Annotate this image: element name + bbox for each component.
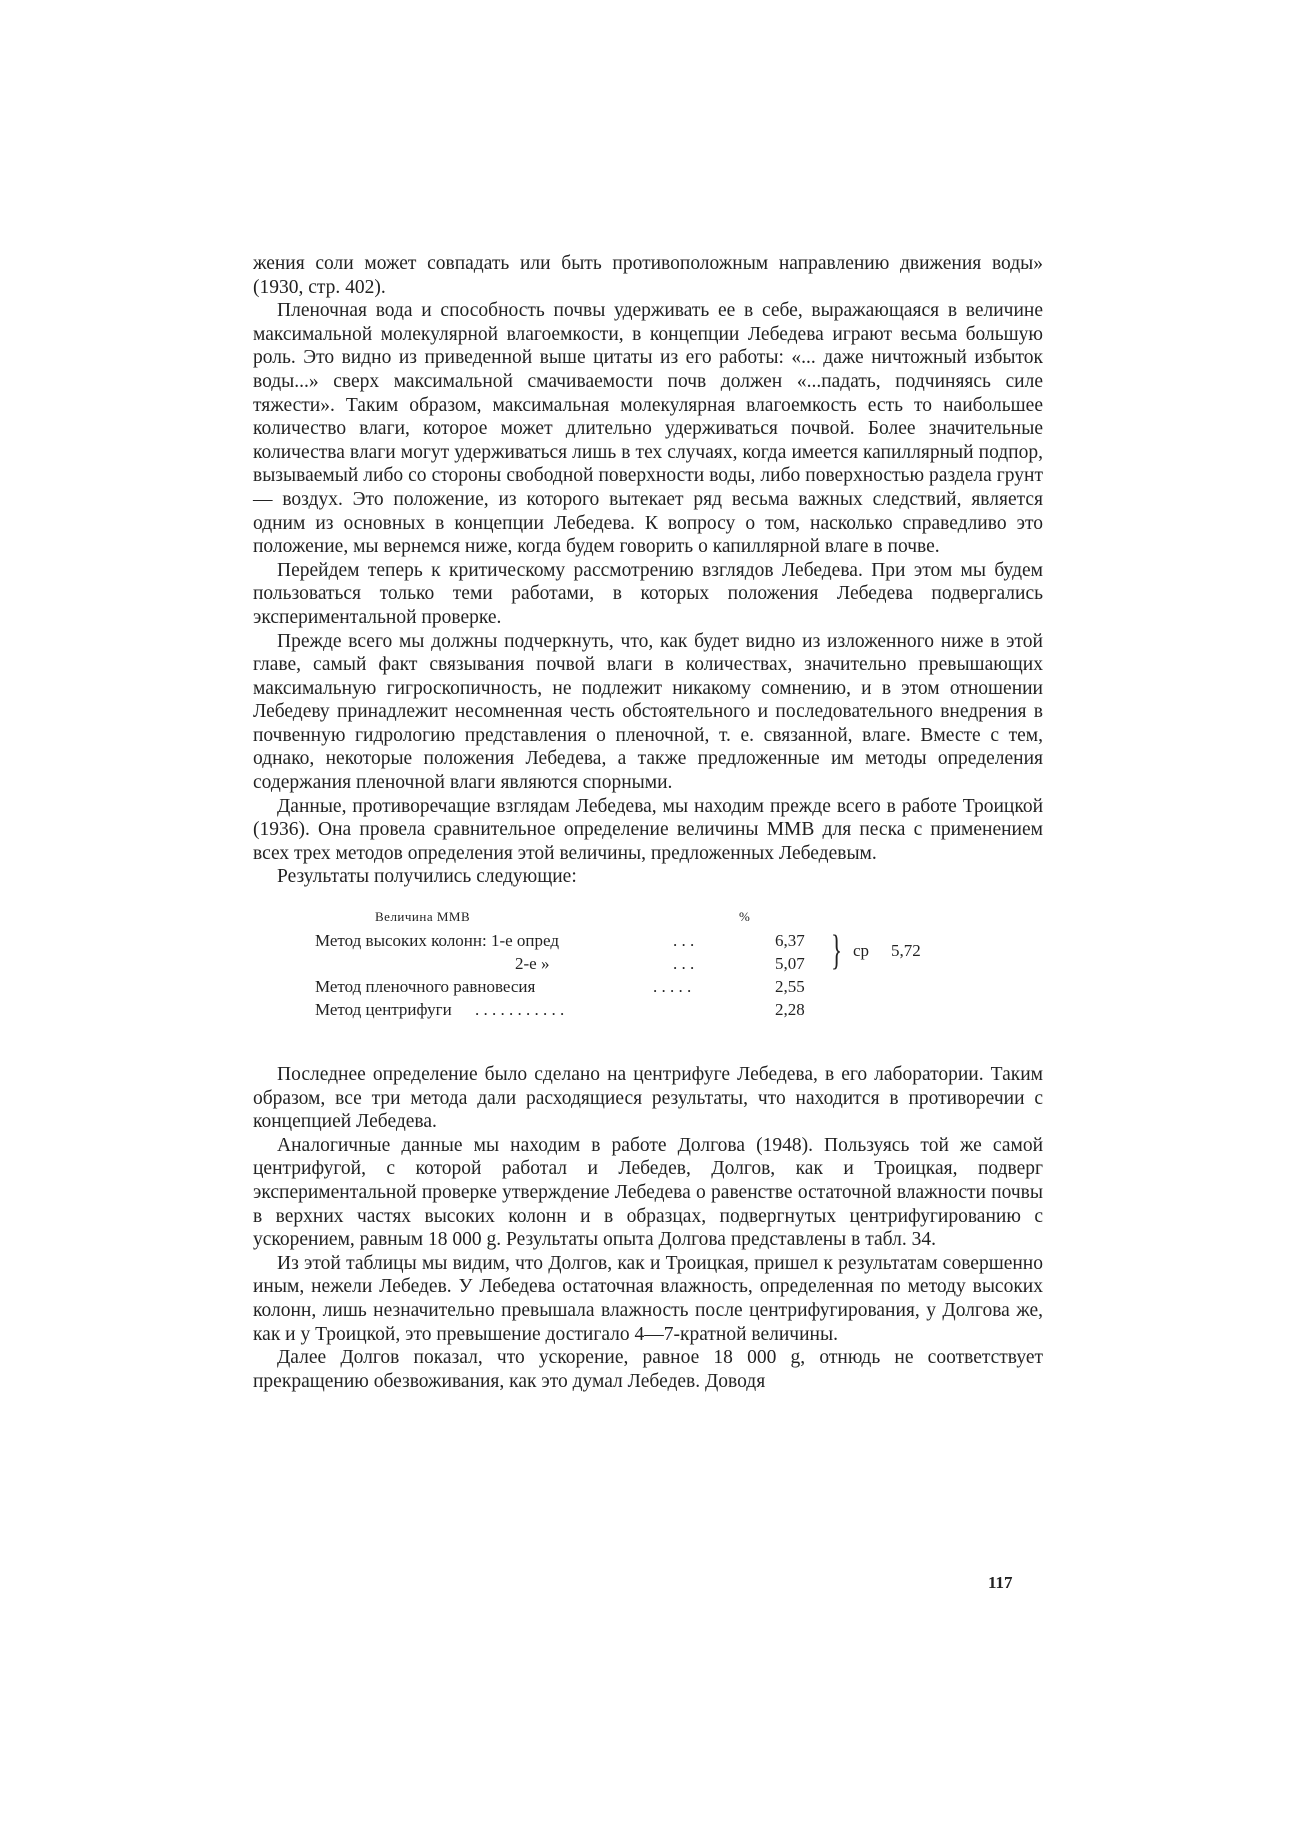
table-row-dots: . . . bbox=[673, 931, 695, 951]
table-row-value: 2,55 bbox=[775, 977, 805, 997]
table-avg-value: 5,72 bbox=[891, 941, 921, 961]
paragraph: Из этой таблицы мы видим, что Долгов, как и Троицкая, пришел к результатам совершенно иным, нежели Лебедев. У Лебедева остаточная влажность, определенная по методу высоких колонн, лишь незначительно превышала влажность после центрифугирования, у Долгова же, как и у Троицкой, это превышение достигало 4—7-кратной величины. bbox=[253, 1252, 1043, 1345]
paragraph: Пленочная вода и способность почвы удерживать ее в себе, выражающаяся в величине максимальной молекулярной влагоемкости, в концепции Лебедева играют весьма большую роль. Это видно из приведенной выше цитаты из его работы: «... даже ничтожный избыток воды...» сверх максимальной смачиваемости почв должен «...падать, подчиняясь силе тяжести». Таким образом, максимальная молекулярная влагоемкость есть то наибольшее количество влаги, которое может длительно удерживаться почвой. Более значительные количества влаги могут удерживаться лишь в тех случаях, когда имеется капиллярный подпор, вызываемый либо со стороны свободной поверхности воды, либо поверхностью раздела грунт — воздух. Это положение, из которого вытекает ряд весьма важных следствий, является одним из основных в концепции Лебедева. К вопросу о том, насколько справедливо это положение, мы вернемся ниже, когда будем говорить о капиллярной влаге в почве. bbox=[253, 300, 1043, 558]
table-row-label: Метод высоких колонн: 1-е опред bbox=[315, 931, 560, 951]
table-header-unit: % bbox=[739, 909, 751, 925]
table-row-dots: . . . . . bbox=[653, 977, 692, 997]
table-row-label: Метод центрифуги bbox=[315, 1000, 452, 1020]
page-body bbox=[253, 252, 1043, 1393]
table-row-label: 2-е » bbox=[515, 954, 550, 974]
paragraph: Результаты получились следующие: bbox=[277, 866, 577, 888]
table-row-dots: . . . bbox=[673, 954, 695, 974]
table-row-value: 6,37 bbox=[775, 931, 805, 951]
paragraph: Прежде всего мы должны подчеркнуть, что, как будет видно из изложенного ниже в этой главе, самый факт связывания почвой влаги в количествах, значительно превышающих максимальную гигроскопичность, не подлежит никакому сомнению, и в этом отношении Лебедеву принадлежит несомненная честь обстоятельного и последовательного внедрения в почвенную гидрологию представления о пленочной, т. е. связанной, влаге. Вместе с тем, однако, некоторые положения Лебедева, а также предложенные им методы определения содержания пленочной влаги являются спорными. bbox=[253, 630, 1043, 794]
paragraph: Последнее определение было сделано на центрифуге Лебедева, в его лаборатории. Таким образом, все три метода дали расходящиеся результаты, что находится в противоречии с концепцией Лебедева. bbox=[253, 1064, 1043, 1133]
table-row-label: Метод пленочного равновесия bbox=[315, 977, 536, 997]
paragraph: Аналогичные данные мы находим в работе Долгова (1948). Пользуясь той же самой центрифугой, с которой работал и Лебедев, Долгов, как и Троицкая, подверг экспериментальной проверке утверждение Лебедева о равенстве остаточной влажности почвы в верхних частях высоких колонн и в образцах, подвергнутых центрифугированию с ускорением, равным 18 000 g. Результаты опыта Долгова представлены в табл. 34. bbox=[253, 1134, 1043, 1251]
table-row-dots: . . . . . . . . . . . bbox=[475, 1000, 565, 1020]
paragraph: Данные, противоречащие взглядам Лебедева, мы находим прежде всего в работе Троицкой (1936). Она провела сравнительное определение величины ММВ для песка с применением всех трех методов определения этой величины, предложенных Лебедевым. bbox=[253, 795, 1043, 864]
table-row-value: 2,28 bbox=[775, 1000, 805, 1020]
paragraph: Перейдем теперь к критическому рассмотрению взглядов Лебедева. При этом мы будем пользоваться только теми работами, в которых положения Лебедева подвергались экспериментальной проверке. bbox=[253, 559, 1043, 628]
table-header-label: Величина ММВ bbox=[375, 909, 471, 925]
brace: } bbox=[831, 928, 843, 975]
paragraph: Далее Долгов показал, что ускорение, равное 18 000 g, отнюдь не соответствует прекращению обезвоживания, как это думал Лебедев. Доводя bbox=[253, 1347, 1043, 1392]
table-row-value: 5,07 bbox=[775, 954, 805, 974]
page-number: 117 bbox=[988, 1573, 1013, 1592]
mmv-table bbox=[253, 905, 1043, 1025]
paragraph: жения соли может совпадать или быть противоположным направлению движения воды» (1930, стр. 402). bbox=[253, 253, 1043, 298]
table-avg-label: ср bbox=[853, 941, 870, 961]
